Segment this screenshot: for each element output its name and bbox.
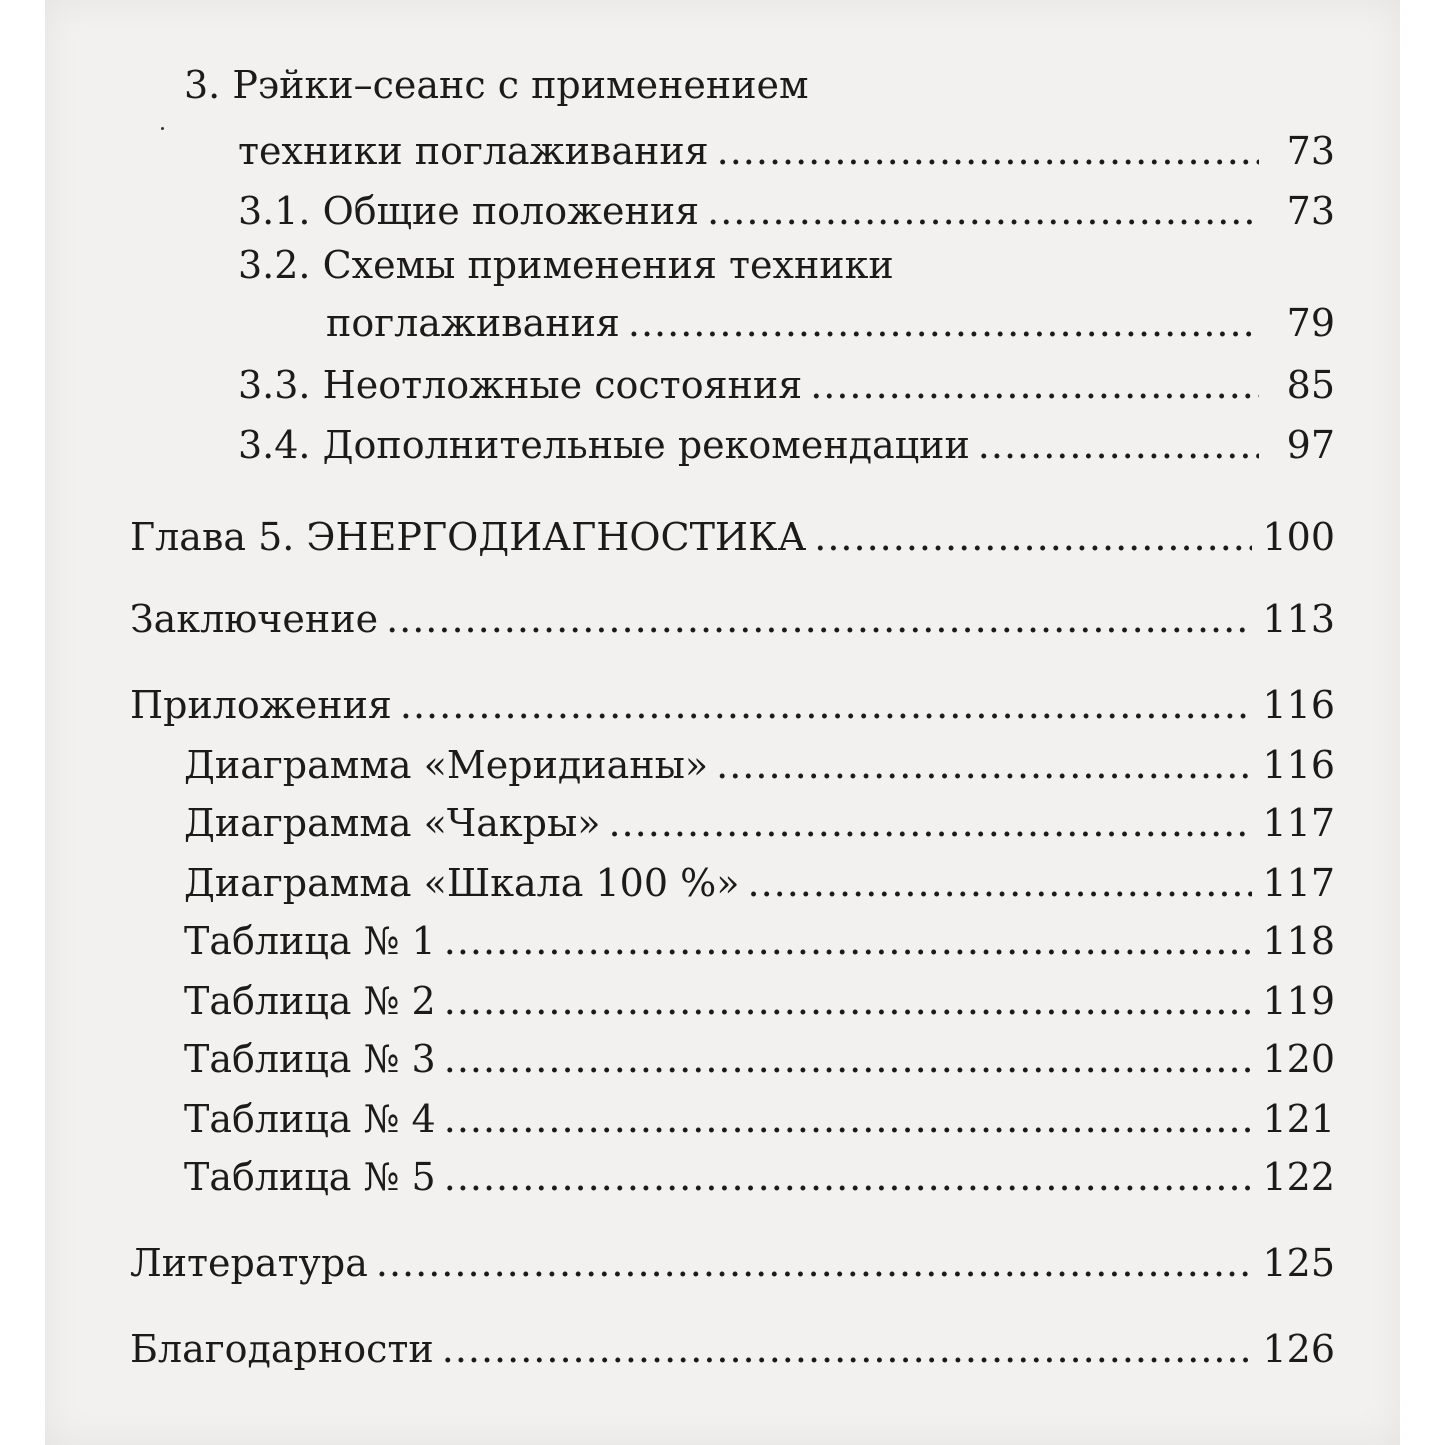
dot-leader: [444, 1096, 1253, 1142]
toc-label: поглаживания: [326, 301, 620, 345]
toc-label: 3.4. Дополнительные рекомендации: [238, 423, 970, 467]
toc-section-3-3: [238, 362, 1335, 408]
toc-page-number: 116: [1262, 683, 1335, 727]
dot-leader: [444, 918, 1253, 964]
dot-leader: [386, 596, 1252, 642]
toc-section-3-2: [326, 300, 1335, 346]
toc-table-3: [184, 1036, 1335, 1082]
stray-dot: [161, 127, 164, 130]
toc-label: Благодарности: [130, 1327, 434, 1371]
toc-label: Приложения: [130, 683, 392, 727]
dot-leader: [978, 422, 1259, 468]
dot-leader: [444, 1036, 1253, 1082]
toc-label: 3.1. Общие положения: [238, 189, 700, 233]
toc-page-number: 73: [1286, 129, 1335, 173]
toc-page-number: 121: [1262, 1097, 1335, 1141]
toc-section3: [238, 128, 1335, 174]
toc-appendices: [130, 682, 1335, 728]
toc-table-2: [184, 978, 1335, 1024]
toc-acknowledgements: [130, 1326, 1335, 1372]
dot-leader: [608, 800, 1252, 846]
toc-page-number: 125: [1262, 1241, 1335, 1285]
dot-leader: [707, 188, 1259, 234]
toc-table-4: [184, 1096, 1335, 1142]
toc-label: Таблица № 3: [184, 1037, 436, 1081]
dot-leader: [716, 742, 1252, 788]
toc-page-number: 126: [1262, 1327, 1335, 1371]
toc-table-5: [184, 1154, 1335, 1200]
toc-label: Заключение: [130, 597, 379, 641]
toc-label: Глава 5. ЭНЕРГОДИАГНОСТИКА: [130, 515, 807, 559]
toc-page-number: 119: [1262, 979, 1335, 1023]
toc-page-number: 117: [1262, 861, 1335, 905]
toc-page-number: 100: [1262, 515, 1335, 559]
toc-page-number: 120: [1262, 1037, 1335, 1081]
toc-page-number: 85: [1286, 363, 1335, 407]
toc-section-3-4: [238, 422, 1335, 468]
dot-leader: [442, 1326, 1253, 1372]
toc-page-number: 122: [1262, 1155, 1335, 1199]
toc-section3-title-line1: 3. Рэйки–сеанс с применением: [184, 63, 809, 107]
toc-chapter-5: [130, 514, 1335, 560]
dot-leader: [747, 860, 1252, 906]
dot-leader: [444, 978, 1253, 1024]
toc-diagram-scale: [184, 860, 1335, 906]
toc-diagram-meridians: [184, 742, 1335, 788]
toc-page-number: 97: [1286, 423, 1335, 467]
toc-section-3-2-title-line1: 3.2. Схемы применения техники: [238, 243, 894, 287]
toc-page-number: 118: [1262, 919, 1335, 963]
toc-label: Таблица № 4: [184, 1097, 436, 1141]
toc-section-3-1: [238, 188, 1335, 234]
toc-label: Таблица № 1: [184, 919, 436, 963]
toc-label: Таблица № 2: [184, 979, 436, 1023]
toc-table-1: [184, 918, 1335, 964]
dot-leader: [400, 682, 1253, 728]
toc-literature: [130, 1240, 1335, 1286]
toc-page-number: 116: [1262, 743, 1335, 787]
toc-label: Диаграмма «Чакры»: [184, 801, 601, 845]
toc-label: Диаграмма «Меридианы»: [184, 743, 709, 787]
toc-page-number: 117: [1262, 801, 1335, 845]
toc-page-number: 73: [1286, 189, 1335, 233]
dot-leader: [628, 300, 1259, 346]
dot-leader: [814, 514, 1252, 560]
dot-leader: [444, 1154, 1253, 1200]
toc-label: Диаграмма «Шкала 100 %»: [184, 861, 740, 905]
dot-leader: [376, 1240, 1253, 1286]
toc-page-number: 113: [1262, 597, 1335, 641]
dot-leader: [810, 362, 1259, 408]
toc-label: Литература: [130, 1241, 368, 1285]
toc-label: 3.3. Неотложные состояния: [238, 363, 803, 407]
toc-conclusion: [130, 596, 1335, 642]
toc-label: техники поглаживания: [238, 129, 709, 173]
toc-page-number: 79: [1286, 301, 1335, 345]
dot-leader: [717, 128, 1259, 174]
toc-label: Таблица № 5: [184, 1155, 436, 1199]
toc-diagram-chakras: [184, 800, 1335, 846]
